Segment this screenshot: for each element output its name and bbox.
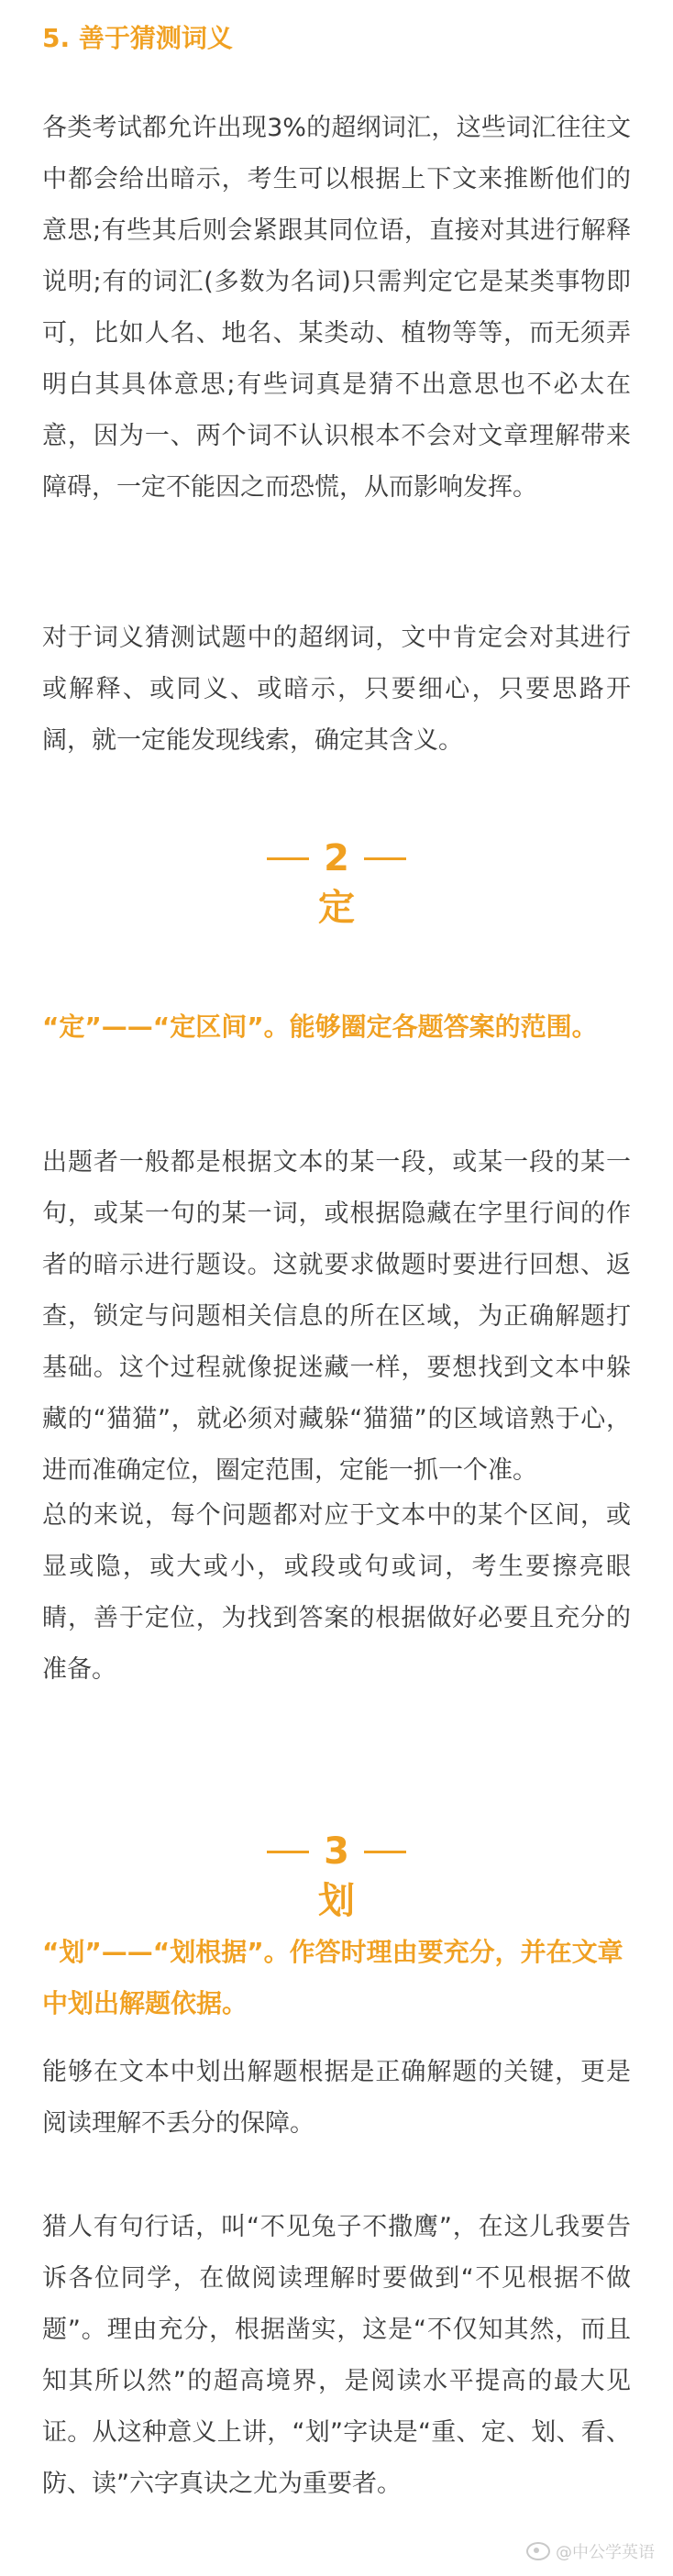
- section-3-paragraph-2: 猎人有句行话，叫“不见兔子不撒鹰”，在这儿我要告诉各位同学，在做阅读理解时要做到“不见根据不做题”。理由充分，根据凿实，这是“不仅知其然，而且知其所以然”的超高境界，是阅读水平提高的最大见证。从这种意义上讲，“划”字诀是“重、定、划、看、防、读”六字真诀之尤为重要者。: [42, 2213, 631, 2498]
- section-3-title-char: 划: [318, 1880, 355, 1922]
- weibo-logo-icon: [526, 2542, 550, 2560]
- section-3-paragraph-1: 能够在文本中划出解题根据是正确解题的关键，更是阅读理解不丢分的保障。: [42, 2058, 631, 2138]
- section-5-paragraph-1: 各类考试都允许出现3%的超纲词汇，这些词汇往往文中都会给出暗示，考生可以根据上下文来推断他们的意思;有些其后则会紧跟其同位语，直接对其进行解释说明;有的词汇(多数为名词)只需判定它是某类事物即可，比如人名、地名、某类动、植物等等，而无须弄明白其具体意思;有些词真是猜不出意思也不必太在意，因为一、两个词不认识根本不会对文章理解带来障碍，一定不能因之而恐慌，从而影响发挥。: [42, 114, 631, 502]
- section-5-heading: 5. 善于猜测词义: [42, 23, 233, 53]
- watermark-text: @中公学英语: [556, 2543, 655, 2562]
- section-2-divider: [0, 835, 673, 934]
- divider-line-left: [267, 1851, 309, 1853]
- section-3-divider: [0, 1828, 673, 1927]
- section-3-lead: “划”——“划根据”。作答时理由要充分，并在文章中划出解题依据。: [42, 1937, 623, 2018]
- section-2-number: 2: [324, 837, 349, 879]
- section-2-lead: “定”——“定区间”。能够圈定各题答案的范围。: [42, 1012, 598, 1042]
- divider-line-right: [364, 1851, 406, 1853]
- section-5-paragraph-2: 对于词义猜测试题中的超纲词，文中肯定会对其进行或解释、或同义、或暗示，只要细心，只要思路开阔，就一定能发现线索，确定其含义。: [42, 624, 631, 755]
- section-3-number: 3: [324, 1830, 349, 1873]
- watermark: [526, 2539, 655, 2563]
- section-2-paragraph-2: 总的来说，每个问题都对应于文本中的某个区间，或显或隐，或大或小，或段或句或词，考生要擦亮眼睛，善于定位，为找到答案的根据做好必要且充分的准备。: [42, 1501, 631, 1684]
- section-2-paragraph-1: 出题者一般都是根据文本的某一段，或某一段的某一句，或某一句的某一词，或根据隐藏在字里行间的作者的暗示进行题设。这就要求做题时要进行回想、返查，锁定与问题相关信息的所在区域，为正确解题打基础。这个过程就像捉迷藏一样，要想找到文本中躲藏的“猫猫”，就必须对藏躲“猫猫”的区域谙熟于心，进而准确定位，圈定范围，定能一抓一个准。: [42, 1148, 631, 1485]
- divider-line-left: [267, 857, 309, 860]
- section-2-title-char: 定: [318, 887, 355, 929]
- divider-line-right: [364, 857, 406, 860]
